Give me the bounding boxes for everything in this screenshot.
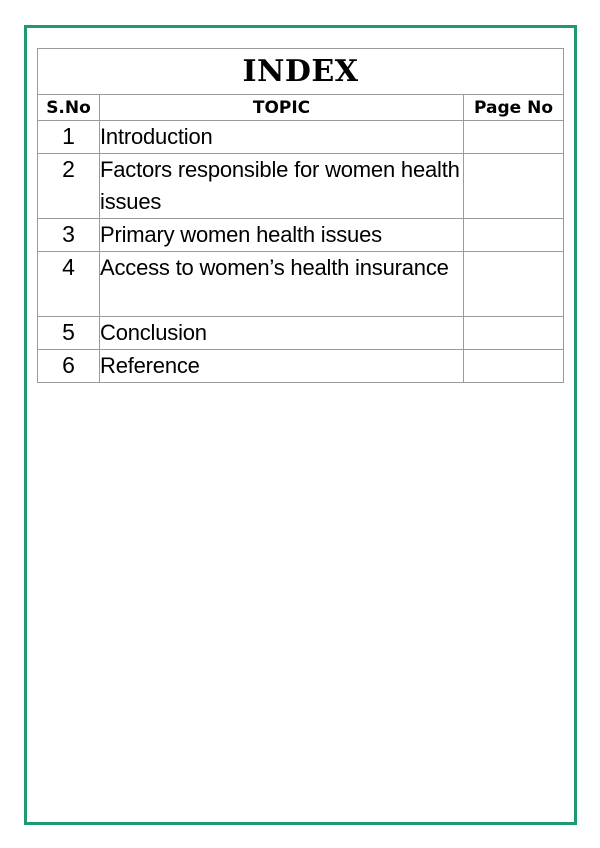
row-sno: 2 bbox=[38, 154, 100, 219]
row-page bbox=[464, 252, 564, 317]
table-row bbox=[38, 252, 564, 317]
row-sno: 4 bbox=[38, 252, 100, 317]
row-sno: 5 bbox=[38, 317, 100, 350]
row-sno: 6 bbox=[38, 350, 100, 383]
row-topic: Conclusion bbox=[100, 317, 464, 350]
row-topic: Introduction bbox=[100, 121, 464, 154]
column-header-topic: TOPIC bbox=[100, 95, 464, 121]
column-header-page: Page No bbox=[464, 95, 564, 121]
index-title: INDEX bbox=[38, 49, 564, 95]
row-page bbox=[464, 121, 564, 154]
table-row bbox=[38, 350, 564, 383]
row-topic: Primary women health issues bbox=[100, 219, 464, 252]
row-topic: Factors responsible for women health issues bbox=[100, 154, 464, 219]
table-row bbox=[38, 219, 564, 252]
row-topic: Reference bbox=[100, 350, 464, 383]
row-page bbox=[464, 219, 564, 252]
row-sno: 1 bbox=[38, 121, 100, 154]
row-page bbox=[464, 350, 564, 383]
table-row bbox=[38, 121, 564, 154]
column-header-sno: S.No bbox=[38, 95, 100, 121]
table-row bbox=[38, 317, 564, 350]
index-table bbox=[37, 48, 564, 383]
row-page bbox=[464, 154, 564, 219]
row-topic: Access to women’s health insurance bbox=[100, 252, 464, 317]
table-row bbox=[38, 154, 564, 219]
row-sno: 3 bbox=[38, 219, 100, 252]
row-page bbox=[464, 317, 564, 350]
